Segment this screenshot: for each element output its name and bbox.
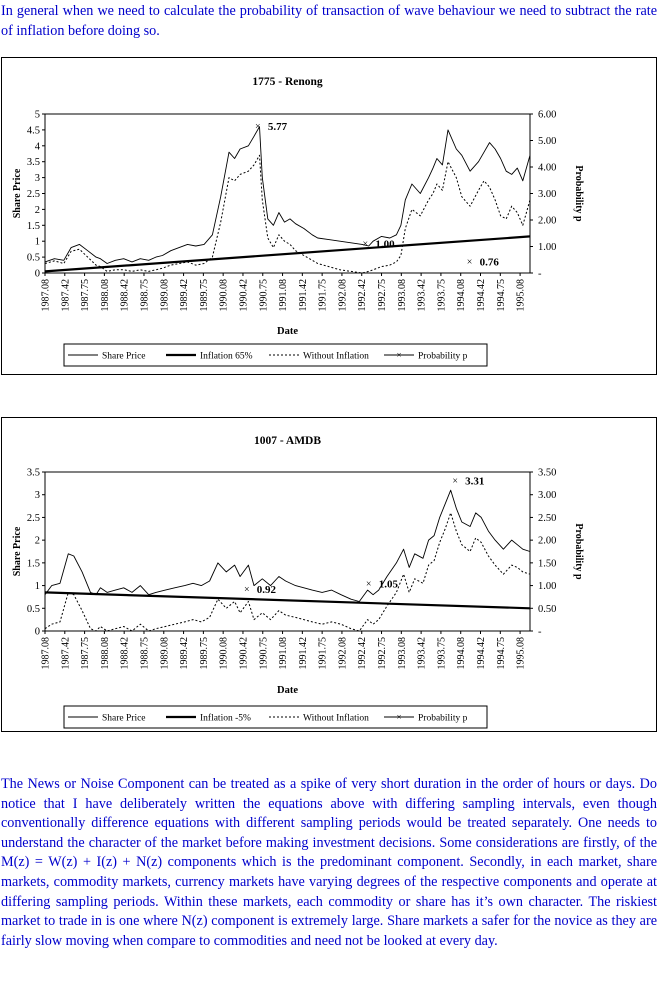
series-inflation-65 (45, 236, 530, 271)
x-tick-label: 1988.75 (139, 279, 151, 312)
y-tick-label: 0.5 (26, 252, 40, 264)
plot-area (45, 114, 530, 273)
x-tick-label: 1990.08 (218, 637, 230, 670)
y-tick-label: 1 (34, 581, 40, 593)
legend-star-marker: × (396, 350, 402, 360)
x-tick-label: 1991.75 (317, 637, 329, 670)
y2-axis-title: Probability p (573, 165, 584, 222)
y-tick-label: 0 (34, 626, 40, 638)
x-tick-label: 1989.75 (198, 637, 210, 670)
probability-label: 5.77 (267, 121, 288, 134)
x-tick-label: 1994.42 (476, 637, 488, 670)
x-tick-label: 1994.08 (456, 637, 468, 670)
x-tick-label: 1990.75 (258, 637, 270, 670)
y-tick-label: 5 (34, 109, 40, 121)
x-tick-label: 1989.75 (198, 279, 210, 312)
y-tick-label: 1 (34, 236, 40, 248)
x-tick-label: 1988.42 (119, 279, 131, 312)
x-tick-label: 1990.08 (218, 279, 230, 312)
x-tick-label: 1995.08 (515, 637, 527, 670)
x-tick-label: 1992.75 (377, 637, 389, 670)
y2-tick-label: 2.00 (538, 215, 557, 227)
y-tick-label: 2 (34, 535, 40, 547)
x-tick-label: 1993.75 (436, 637, 448, 670)
y-tick-label: 0 (34, 268, 40, 280)
x-tick-label: 1989.08 (159, 279, 171, 312)
x-tick-label: 1987.42 (60, 637, 72, 670)
x-tick-label: 1991.75 (317, 279, 329, 312)
y2-tick-label: 2.50 (538, 512, 557, 524)
probability-point: × (365, 578, 372, 590)
legend-star-marker: × (396, 712, 402, 722)
x-tick-label: 1990.42 (238, 637, 250, 670)
y2-tick-label: 1.00 (538, 581, 557, 593)
legend-label: Probability p (418, 351, 468, 362)
x-tick-label: 1991.08 (278, 279, 290, 312)
x-tick-label: 1988.75 (139, 637, 151, 670)
legend-label: Probability p (418, 713, 468, 724)
body-paragraph: The News or Noise Component can be treated as a spike of very short duration in the order of hours or days. Do notice that I have deliberately written the equations above with differing sampling intervals, even though conventionally difference equations with different sampling periods would be treated separately. One needs to understand the character of the market before making investment decisions. Some considerations are firstly, of the M(z) = W(z) + I(z) + N(z) components which is the predominant component. Secondly, in each market, share markets, commodity markets, currency markets have varying degrees of the respective components and operate at differing sampling periods. Within these markets, each commodity or share has it’s own character. The riskiest market to trade in is one where N(z) component is extremely large. Share markets a safer for the novice as they are fairly slow moving when compare to commodities and need not be looked at every day. (1, 776, 657, 949)
x-tick-label: 1992.75 (377, 279, 389, 312)
x-tick-label: 1993.75 (436, 279, 448, 312)
x-tick-label: 1994.75 (495, 637, 507, 670)
x-tick-label: 1992.08 (337, 637, 349, 670)
plot-area (45, 472, 530, 631)
probability-label: 0.92 (256, 584, 277, 597)
series-inflation-5 (45, 592, 530, 608)
x-tick-label: 1988.42 (119, 637, 131, 670)
y-tick-label: 3.5 (26, 157, 40, 169)
series-without-inflation (45, 513, 530, 631)
x-tick-label: 1989.42 (179, 279, 191, 312)
chart-renong (2, 58, 656, 374)
x-tick-label: 1995.08 (515, 279, 527, 312)
y-axis-title: Share Price (12, 526, 23, 577)
x-tick-label: 1992.42 (357, 279, 369, 312)
y2-tick-label: 4.00 (538, 162, 557, 174)
x-tick-label: 1992.42 (357, 637, 369, 670)
legend-label: Inflation -5% (200, 713, 251, 724)
x-tick-label: 1988.08 (99, 637, 111, 670)
y-tick-label: 2.5 (26, 512, 40, 524)
x-tick-label: 1987.75 (80, 279, 92, 312)
y2-tick-label: - (538, 626, 542, 638)
y-tick-label: 0.5 (26, 603, 40, 615)
x-tick-label: 1994.42 (476, 279, 488, 312)
x-tick-label: 1991.08 (278, 637, 290, 670)
y2-tick-label: 1.00 (538, 242, 557, 253)
x-tick-label: 1991.42 (297, 637, 309, 670)
y-tick-label: 2.5 (26, 189, 40, 200)
y-tick-label: 1.5 (26, 220, 40, 232)
probability-point: × (452, 476, 458, 488)
legend-label: Share Price (102, 351, 146, 362)
chart-amdb-frame (1, 417, 657, 732)
probability-label: 1.00 (375, 238, 395, 251)
x-tick-label: 1994.75 (495, 279, 507, 312)
x-tick-label: 1991.42 (297, 279, 309, 312)
chart-amdb (2, 418, 656, 731)
x-tick-label: 1990.75 (258, 279, 270, 312)
legend-label: Without Inflation (303, 351, 369, 362)
x-tick-label: 1988.08 (99, 279, 111, 312)
x-tick-label: 1990.42 (238, 279, 250, 312)
x-tick-label: 1993.42 (416, 279, 428, 312)
probability-label: 0.76 (479, 256, 499, 269)
y-tick-label: 4.5 (26, 125, 40, 137)
x-tick-label: 1987.75 (80, 637, 92, 670)
x-axis-title: Date (277, 326, 298, 337)
x-axis-title: Date (277, 685, 298, 696)
y-tick-label: 3.5 (26, 467, 40, 479)
y2-axis-title: Probability p (573, 523, 584, 580)
y2-tick-label: - (538, 268, 542, 280)
probability-point: × (243, 584, 250, 596)
chart-title: 1775 - Renong (252, 76, 323, 88)
y2-tick-label: 1.50 (538, 558, 557, 570)
x-tick-label: 1987.42 (60, 279, 72, 312)
y-tick-label: 1.5 (26, 558, 40, 570)
y-tick-label: 3 (34, 490, 40, 502)
y2-tick-label: 3.00 (538, 189, 557, 200)
chart-renong-frame (1, 57, 657, 375)
x-tick-label: 1989.08 (159, 637, 171, 670)
y2-tick-label: 3.00 (538, 490, 557, 502)
x-tick-label: 1993.08 (396, 637, 408, 670)
x-tick-label: 1992.08 (337, 279, 349, 312)
probability-point: × (466, 257, 473, 269)
y-axis-title: Share Price (12, 168, 23, 219)
probability-label: 1.05 (378, 578, 398, 591)
x-tick-label: 1993.42 (416, 637, 428, 670)
series-without-inflation (45, 155, 530, 273)
probability-label: 3.31 (465, 475, 485, 488)
x-tick-label: 1993.08 (396, 279, 408, 312)
y-tick-label: 4 (34, 141, 40, 153)
y2-tick-label: 2.00 (538, 535, 557, 547)
y-tick-label: 2 (34, 204, 40, 216)
y2-tick-label: 6.00 (538, 109, 557, 121)
probability-point: × (255, 121, 261, 133)
y2-tick-label: 3.50 (538, 467, 557, 479)
x-tick-label: 1987.08 (40, 279, 52, 312)
legend-label: Without Inflation (303, 713, 369, 724)
intro-paragraph: In general when we need to calculate the probability of transaction of wave behaviour we need to subtract the rate of inflation before doing so. (1, 3, 657, 39)
y-tick-label: 3 (34, 173, 40, 185)
legend-label: Share Price (102, 713, 146, 724)
x-tick-label: 1994.08 (456, 279, 468, 312)
x-tick-label: 1987.08 (40, 637, 52, 670)
x-tick-label: 1989.42 (179, 637, 191, 670)
y2-tick-label: 0.50 (538, 603, 557, 615)
series-share-price (45, 490, 530, 601)
y2-tick-label: 5.00 (538, 136, 557, 147)
chart-title: 1007 - AMDB (253, 435, 322, 447)
legend-label: Inflation 65% (200, 351, 253, 362)
probability-point: × (362, 239, 369, 251)
